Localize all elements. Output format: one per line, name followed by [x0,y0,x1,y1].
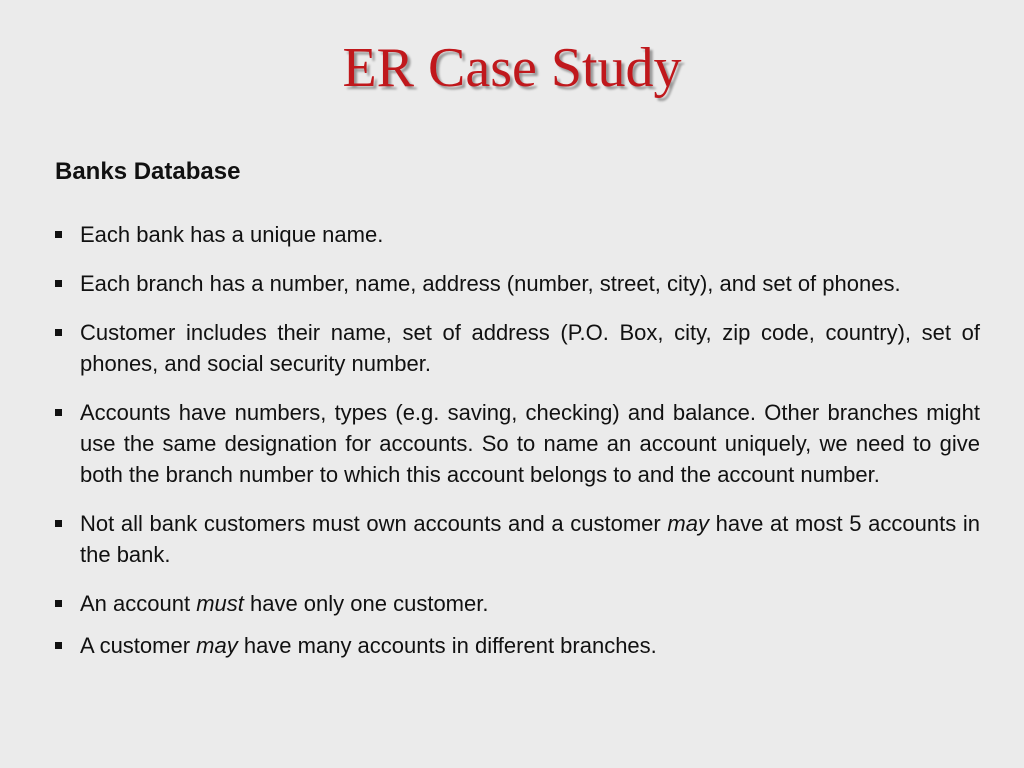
bullet-text-end: have at most 5 accounts in the bank. [80,511,980,567]
bullet-text: Accounts have numbers, types (e.g. saving, checking) and balance. Other branches might use the same designation for accounts. So to name an account uniquely, we need to give both the branch number to which this account belongs to and the account number. [80,400,980,487]
bullet-item-many-accounts [55,630,980,661]
bullet-item-accounts [55,397,980,490]
square-bullet-icon [55,280,62,287]
bullet-text-end: have many accounts in different branches. [237,633,657,658]
bullet-text: Each branch has a number, name, address (number, street, city), and set of phones. [80,271,901,296]
square-bullet-icon [55,329,62,336]
bullet-text: Customer includes their name, set of address (P.O. Box, city, zip code, country), set of phones, and social security number. [80,320,980,376]
bullet-item-branch [55,268,980,299]
bullet-item-unique-name [55,219,980,250]
bullet-item-customer-accounts [55,508,980,570]
bullet-text-start: An account [80,591,197,616]
bullet-text-start: Not all bank customers must own accounts and a customer [80,511,668,536]
bullet-text: Each bank has a unique name. [80,222,384,247]
bullet-text-emphasis: may [667,511,709,536]
square-bullet-icon [55,600,62,607]
slide-subtitle: Banks Database [55,158,241,185]
slide-title: ER Case Study [342,37,682,99]
bullet-text-end: have only one customer. [243,591,489,616]
bullet-list [55,219,980,679]
bullet-text-emphasis: must [196,591,244,616]
square-bullet-icon [55,231,62,238]
square-bullet-icon [55,520,62,527]
bullet-text-start: A customer [80,633,197,658]
bullet-item-customer [55,317,980,379]
bullet-item-one-customer [55,588,980,619]
bullet-text-emphasis: may [196,633,238,658]
square-bullet-icon [55,642,62,649]
square-bullet-icon [55,409,62,416]
